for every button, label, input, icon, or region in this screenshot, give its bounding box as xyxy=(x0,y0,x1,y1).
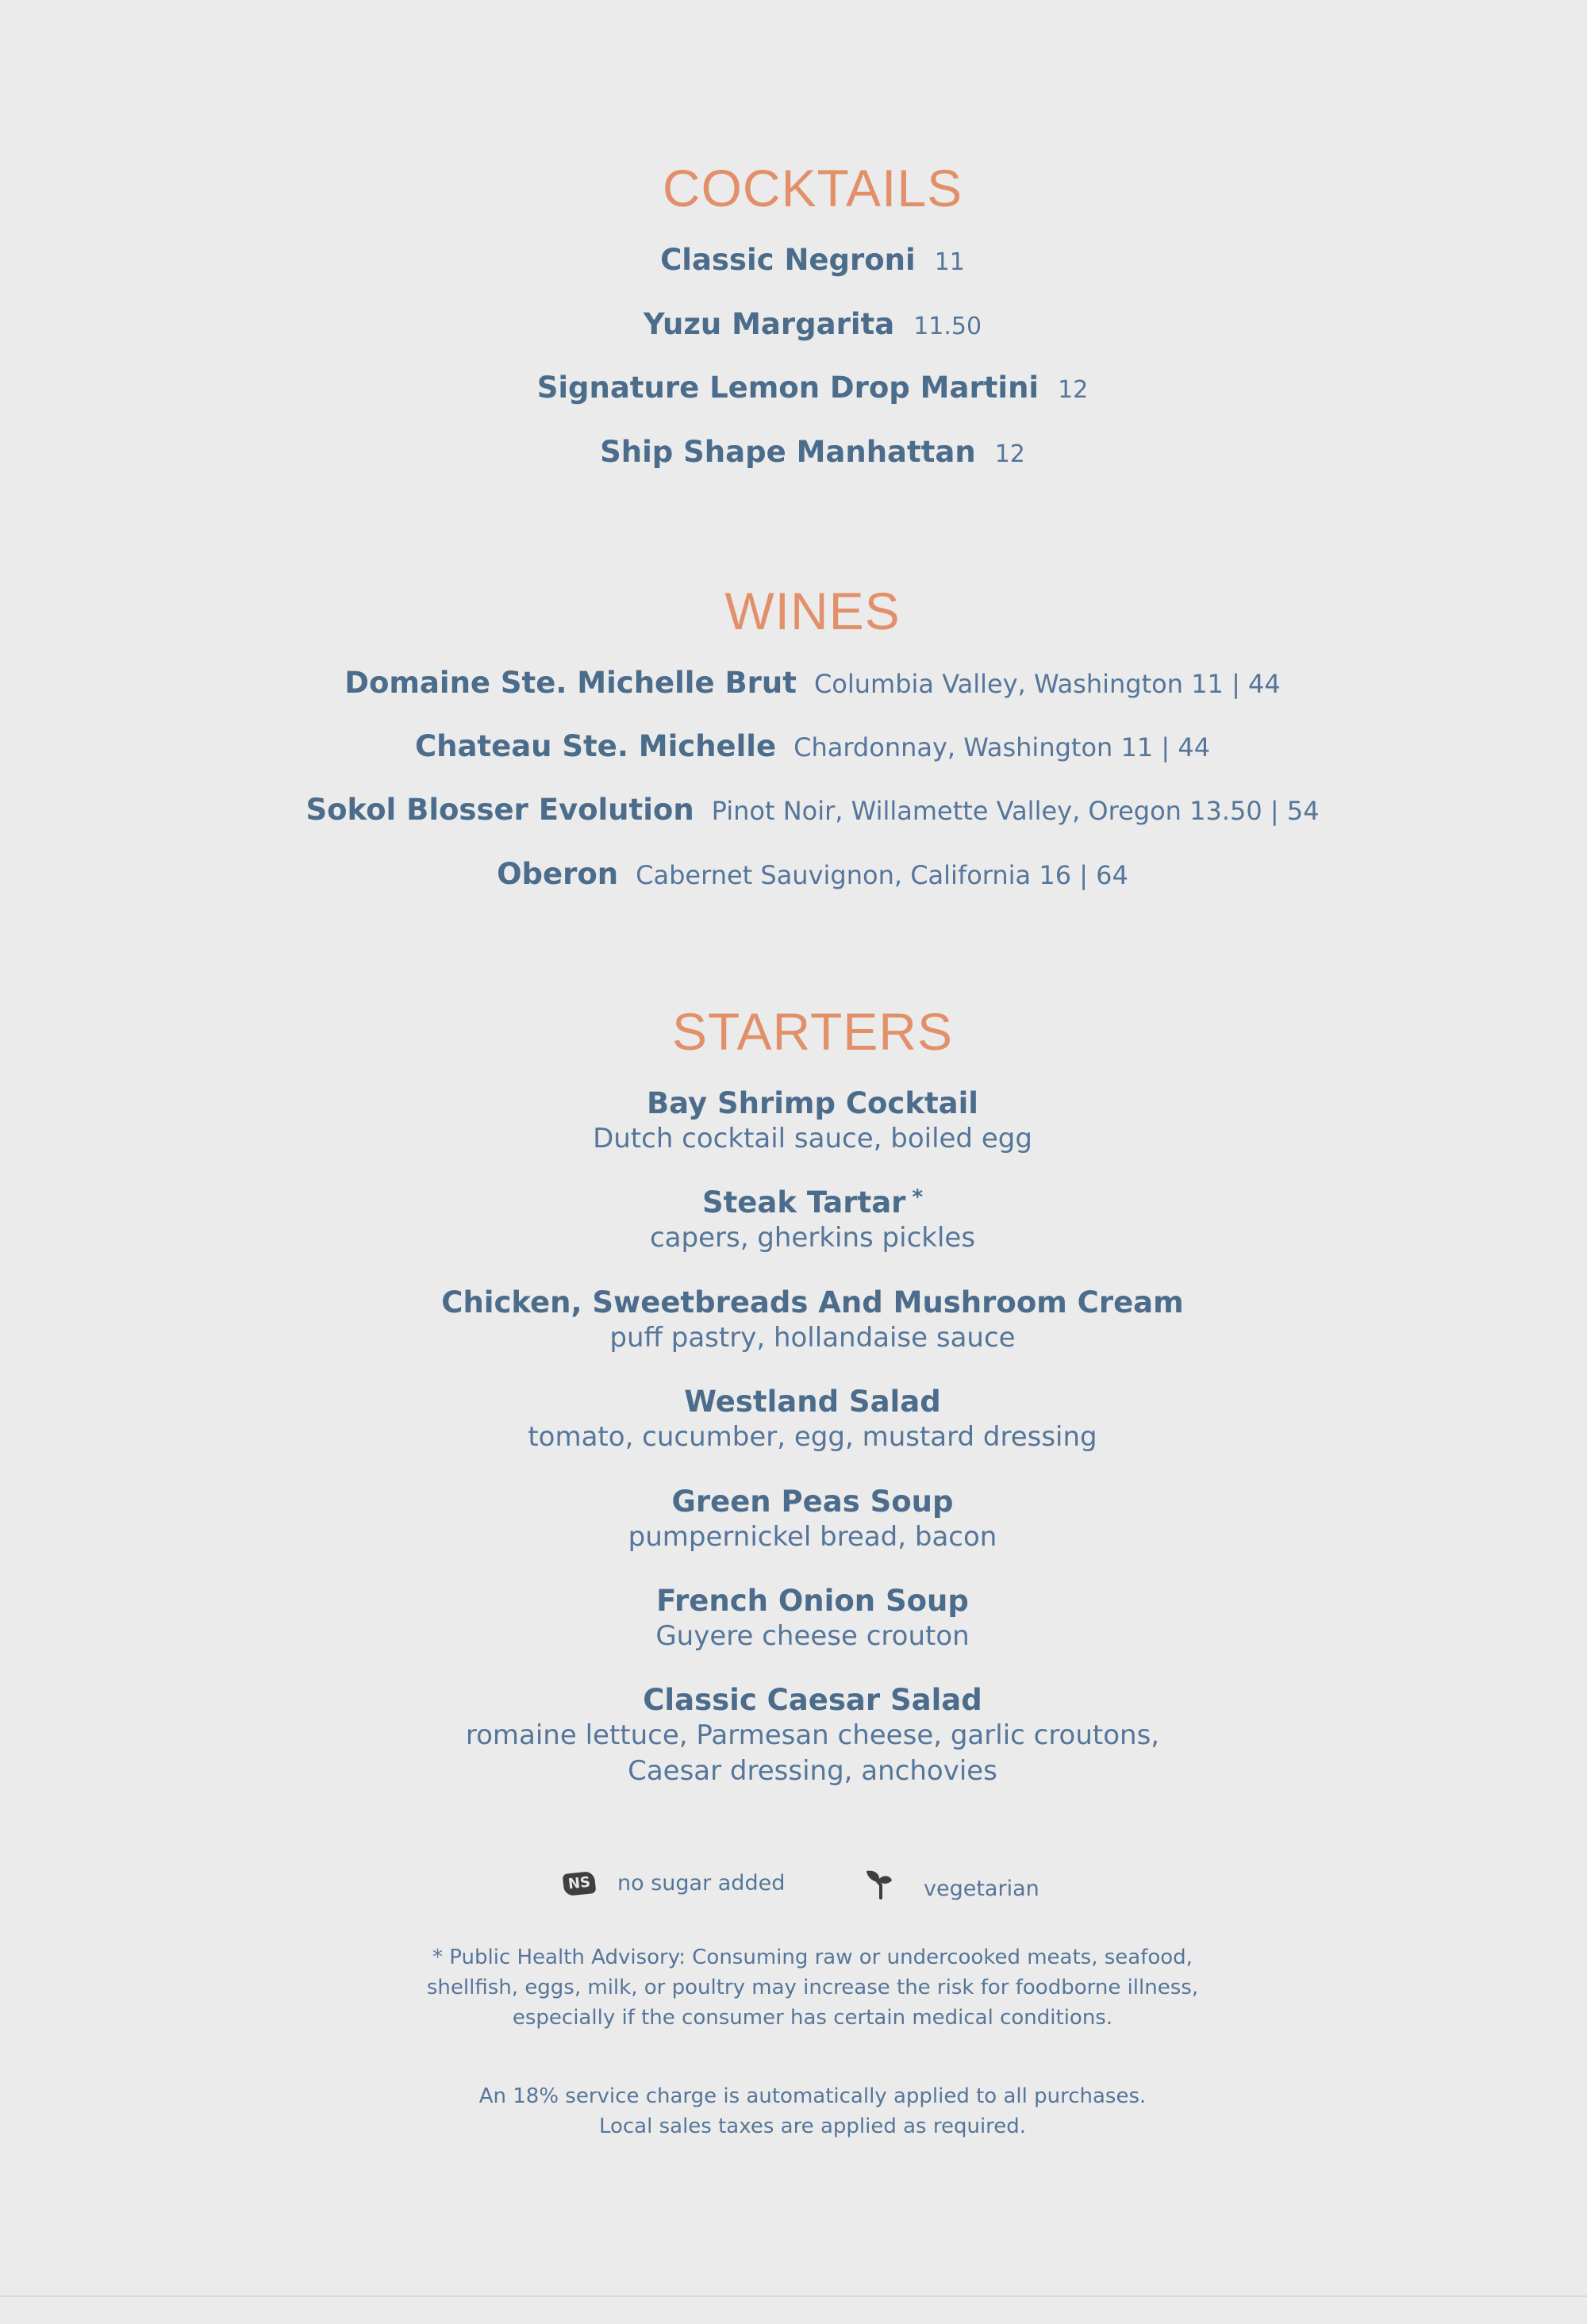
advisory-line: shellfish, eggs, milk, or poultry may increase the risk for foodborne illness, xyxy=(426,1976,1199,1999)
legend-vegetarian-label: vegetarian xyxy=(924,1876,1039,1901)
menu-item xyxy=(0,1585,1587,1654)
item-description: Pinot Noir, Willamette Valley, Oregon 13.50 | 54 xyxy=(711,796,1320,826)
legend-no-sugar xyxy=(563,1871,785,1896)
item-description: Columbia Valley, Washington 11 | 44 xyxy=(813,669,1281,699)
item-name: Classic Caesar Salad xyxy=(643,1683,982,1717)
ns-badge-icon: NS xyxy=(563,1870,597,1896)
service-line: An 18% service charge is automatically applied to all purchases. xyxy=(478,2084,1147,2108)
item-name: Signature Lemon Drop Martini xyxy=(536,371,1039,405)
legend-vegetarian xyxy=(863,1868,1039,1901)
menu-item xyxy=(0,1186,1587,1256)
item-description: Cabernet Sauvignon, California 16 | 64 xyxy=(636,860,1128,890)
menu-item xyxy=(0,1684,1587,1790)
item-name: Chateau Ste. Michelle xyxy=(414,729,777,763)
item-description: capers, gherkins pickles xyxy=(649,1221,976,1254)
item-description: puff pastry, hollandaise sauce xyxy=(609,1321,1016,1354)
legend xyxy=(0,1868,1587,1907)
menu-item xyxy=(0,309,1587,339)
page-edge-divider xyxy=(0,2295,1587,2297)
item-name: French Onion Soup xyxy=(656,1584,969,1618)
item-name: Sokol Blosser Evolution xyxy=(305,793,694,827)
item-name: Green Peas Soup xyxy=(671,1485,954,1519)
menu-item xyxy=(0,245,1587,275)
item-description: Caesar dressing, anchovies xyxy=(628,1755,997,1788)
menu-item xyxy=(0,793,1587,827)
leaf-icon xyxy=(863,1868,895,1901)
advisory-line: especially if the consumer has certain medical conditions. xyxy=(512,2006,1113,2030)
starters-title: STARTERS xyxy=(672,1002,953,1061)
item-description: pumpernickel bread, bacon xyxy=(628,1520,997,1553)
legend-no-sugar-label: no sugar added xyxy=(617,1871,786,1896)
menu-item xyxy=(0,371,1587,405)
item-name: Classic Negroni xyxy=(660,243,916,277)
menu-item xyxy=(0,1286,1587,1356)
item-name: Oberon xyxy=(497,857,619,891)
item-description: Dutch cocktail sauce, boiled egg xyxy=(593,1122,1032,1154)
menu-item xyxy=(0,729,1587,763)
item-price: 11.50 xyxy=(913,313,982,340)
advisory-marker: * xyxy=(912,1185,924,1209)
item-name: Ship Shape Manhattan xyxy=(600,435,976,469)
menu-item xyxy=(0,1385,1587,1455)
item-name: Westland Salad xyxy=(684,1385,941,1419)
health-advisory xyxy=(0,1942,1587,2033)
item-description: romaine lettuce, Parmesan cheese, garlic croutons, xyxy=(465,1719,1160,1751)
starters-section xyxy=(0,1002,1587,1061)
wines-title: WINES xyxy=(724,582,901,640)
service-line: Local sales taxes are applied as required. xyxy=(598,2115,1027,2138)
menu-item xyxy=(0,859,1587,889)
wines-section xyxy=(0,582,1587,640)
item-description: tomato, cucumber, egg, mustard dressing xyxy=(528,1420,1097,1453)
item-name: Bay Shrimp Cocktail xyxy=(646,1086,978,1120)
item-name: Chicken, Sweetbreads And Mushroom Cream xyxy=(441,1285,1184,1319)
item-name: Steak Tartar xyxy=(701,1185,906,1220)
item-price: 12 xyxy=(1058,376,1089,404)
advisory-line: * Public Health Advisory: Consuming raw or undercooked meats, seafood, xyxy=(432,1946,1193,1969)
service-charge-note xyxy=(0,2081,1587,2142)
item-description: Chardonnay, Washington 11 | 44 xyxy=(794,732,1211,763)
menu-item xyxy=(0,666,1587,700)
item-price: 11 xyxy=(934,248,965,276)
menu-item xyxy=(0,1087,1587,1157)
item-description: Guyere cheese crouton xyxy=(655,1619,970,1652)
cocktails-section xyxy=(0,159,1587,217)
menu-item xyxy=(0,437,1587,467)
menu-item xyxy=(0,1485,1587,1555)
item-price: 12 xyxy=(994,440,1025,468)
cocktails-title: COCKTAILS xyxy=(662,159,963,217)
item-name: Domaine Ste. Michelle Brut xyxy=(344,666,797,700)
item-name: Yuzu Margarita xyxy=(643,307,895,341)
